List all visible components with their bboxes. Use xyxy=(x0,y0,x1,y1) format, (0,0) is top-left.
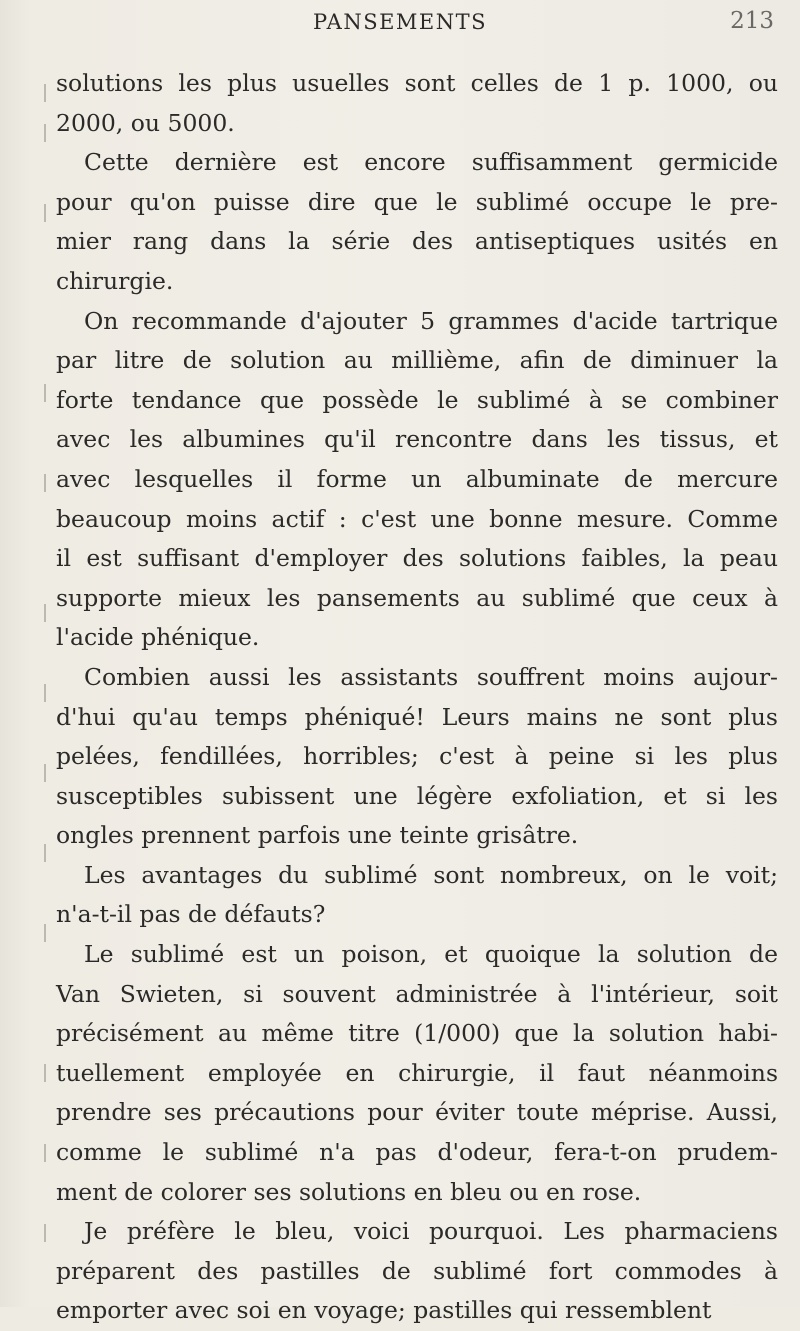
text-line: pour qu'on puisse dire que le sublimé occupe le pre- xyxy=(56,187,778,216)
text-line: solutions les plus usuelles sont celles de 1 p. 1000, ou xyxy=(56,69,778,97)
scan-mark xyxy=(44,384,46,402)
scan-mark xyxy=(44,604,46,622)
paragraph xyxy=(56,64,778,143)
text-line: d'hui qu'au temps phéniqué! Leurs mains ne sont plus xyxy=(56,702,778,731)
paragraph xyxy=(56,1212,778,1331)
text-line: avec les albumines qu'il rencontre dans les tissus, et xyxy=(56,425,778,454)
paragraph xyxy=(56,302,778,658)
paragraph xyxy=(56,143,778,301)
text-line: Cette dernière est encore suffisamment germicide xyxy=(84,148,778,177)
text-line: n'a-t-il pas de défauts? xyxy=(56,900,326,929)
text-line: emporter avec soi en voyage; pastilles qui ressemblent xyxy=(56,1296,712,1325)
text-line: forte tendance que possède le sublimé à se combiner xyxy=(56,385,778,414)
text-line: Le sublimé est un poison, et quoique la solution de xyxy=(84,940,778,969)
scan-mark xyxy=(44,1224,46,1242)
text-line: préparent des pastilles de sublimé fort commodes à xyxy=(56,1256,778,1285)
scan-mark xyxy=(44,1144,46,1162)
text-line: Combien aussi les assistants souffrent moins aujour- xyxy=(84,662,778,691)
scan-mark xyxy=(44,684,46,702)
scan-mark xyxy=(44,124,46,142)
text-line: susceptibles subissent une légère exfoliation, et si les xyxy=(56,781,778,810)
text-line: 2000, ou 5000. xyxy=(56,108,235,137)
text-line: chirurgie. xyxy=(56,266,174,295)
body-text xyxy=(56,64,778,1331)
text-line: ongles prennent parfois une teinte grisâtre. xyxy=(56,821,579,850)
text-line: il est suffisant d'employer des solutions faibles, la peau xyxy=(56,544,778,573)
scan-mark xyxy=(44,844,46,862)
page-number: 213 xyxy=(730,8,774,34)
paragraph xyxy=(56,856,778,935)
text-line: Je préfère le bleu, voici pourquoi. Les pharmaciens xyxy=(84,1217,778,1246)
text-line: beaucoup moins actif : c'est une bonne mesure. Comme xyxy=(56,504,778,533)
scan-mark xyxy=(44,204,46,222)
scan-mark xyxy=(44,1064,46,1082)
scan-mark xyxy=(44,474,46,492)
binding-edge-marks xyxy=(38,64,52,1304)
scan-mark xyxy=(44,924,46,942)
text-line: ment de colorer ses solutions en bleu ou en rose. xyxy=(56,1177,642,1206)
text-line: avec lesquelles il forme un albuminate de mercure xyxy=(56,464,778,493)
text-line: mier rang dans la série des antiseptiques usités en xyxy=(56,227,778,256)
page-header xyxy=(0,8,800,48)
scan-mark xyxy=(44,764,46,782)
text-line: comme le sublimé n'a pas d'odeur, fera-t-on prudem- xyxy=(56,1138,778,1167)
paragraph xyxy=(56,935,778,1212)
text-line: On recommande d'ajouter 5 grammes d'acide tartrique xyxy=(84,306,778,335)
text-line: par litre de solution au millième, afin de diminuer la xyxy=(56,346,778,375)
scan-mark xyxy=(44,84,46,102)
paragraph xyxy=(56,658,778,856)
text-line: l'acide phénique. xyxy=(56,623,260,652)
text-line: tuellement employée en chirurgie, il faut néanmoins xyxy=(56,1058,778,1087)
text-line: précisément au même titre (1/000) que la solution habi- xyxy=(56,1019,778,1048)
text-line: supporte mieux les pansements au sublimé que ceux à xyxy=(56,583,778,612)
running-title: PANSEMENTS xyxy=(312,10,488,34)
text-line: Les avantages du sublimé sont nombreux, on le voit; xyxy=(84,860,778,889)
text-line: pelées, fendillées, horribles; c'est à peine si les plus xyxy=(56,742,778,771)
text-line: prendre ses précautions pour éviter toute méprise. Aussi, xyxy=(56,1098,778,1127)
text-line: Van Swieten, si souvent administrée à l'intérieur, soit xyxy=(56,979,778,1008)
